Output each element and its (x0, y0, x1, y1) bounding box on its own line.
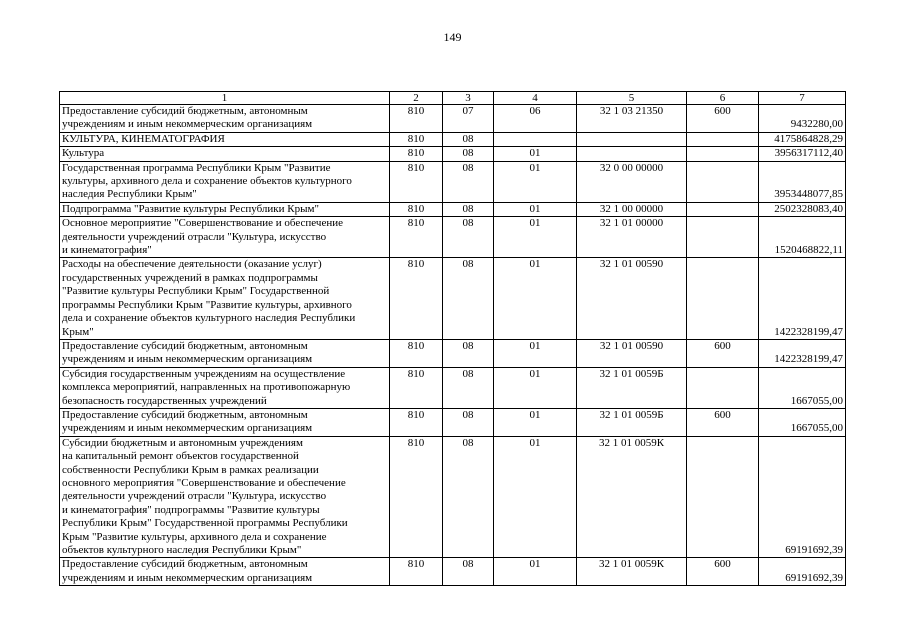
description-line: Расходы на обеспечение деятельности (оказание услуг) (62, 258, 322, 271)
table-row (60, 339, 846, 367)
description-line: культуры, архивного дела и сохранение объектов культурного (62, 175, 352, 188)
column-header-3: 3 (443, 92, 494, 105)
amount: 3953448077,85 (759, 161, 846, 202)
column-header-5: 5 (577, 92, 687, 105)
target-article-code: 32 1 03 21350 (577, 105, 687, 133)
table-row (60, 147, 846, 161)
subsection-code: 01 (494, 161, 577, 202)
table-row (60, 132, 846, 146)
section-code: 08 (443, 161, 494, 202)
description-line: учреждениям и иным некоммерческим организациям (62, 118, 313, 131)
subsection-code: 01 (494, 408, 577, 436)
column-header-7: 7 (759, 92, 846, 105)
subsection-code: 01 (494, 147, 577, 161)
section-code: 08 (443, 132, 494, 146)
row-description (60, 367, 390, 408)
description-line: комплекса мероприятий, направленных на противопожарную (62, 381, 351, 394)
ministry-code: 810 (390, 132, 443, 146)
ministry-code: 810 (390, 161, 443, 202)
subsection-code: 01 (494, 558, 577, 586)
amount: 2502328083,40 (759, 202, 846, 216)
target-article-code: 32 1 01 0059К (577, 436, 687, 558)
table-row (60, 436, 846, 558)
subsection-code: 01 (494, 217, 577, 258)
budget-table (59, 91, 846, 586)
description-line: Основное мероприятие "Совершенствование и обеспечение (62, 217, 343, 230)
row-description (60, 202, 390, 216)
row-description (60, 105, 390, 133)
expense-type-code (687, 161, 759, 202)
description-line: Субсидии бюджетным и автономным учреждениям (62, 436, 303, 449)
section-code: 08 (443, 367, 494, 408)
amount: 3956317112,40 (759, 147, 846, 161)
ministry-code: 810 (390, 147, 443, 161)
ministry-code: 810 (390, 258, 443, 339)
section-code: 07 (443, 105, 494, 133)
description-line: Культура (62, 147, 105, 160)
target-article-code (577, 132, 687, 146)
section-code: 08 (443, 408, 494, 436)
description-line: учреждениям и иным некоммерческим организациям (62, 422, 313, 435)
target-article-code: 32 1 01 00000 (577, 217, 687, 258)
description-line: программы Республики Крым "Развитие культуры, архивного (62, 298, 352, 311)
table-row (60, 105, 846, 133)
description-line: дела и сохранение объектов культурного наследия Республики (62, 312, 356, 325)
description-line: учреждениям и иным некоммерческим организациям (62, 353, 313, 366)
subsection-code: 01 (494, 258, 577, 339)
expense-type-code: 600 (687, 408, 759, 436)
subsection-code: 01 (494, 202, 577, 216)
description-line: деятельности учреждений отрасли "Культура, искусство (62, 490, 327, 503)
expense-type-code (687, 217, 759, 258)
description-line: Подпрограмма "Развитие культуры Республики Крым" (62, 202, 319, 215)
expense-type-code (687, 367, 759, 408)
description-line: Предоставление субсидий бюджетным, автономным (62, 558, 308, 571)
section-code: 08 (443, 217, 494, 258)
subsection-code: 01 (494, 436, 577, 558)
section-code: 08 (443, 258, 494, 339)
table-body (60, 92, 846, 586)
ministry-code: 810 (390, 408, 443, 436)
amount: 4175864828,29 (759, 132, 846, 146)
description-line: безопасность государственных учреждений (62, 394, 267, 407)
description-line: на капитальный ремонт объектов государственной (62, 450, 299, 463)
row-description (60, 147, 390, 161)
amount: 69191692,39 (759, 436, 846, 558)
table-header-row (60, 92, 846, 105)
amount: 1520468822,11 (759, 217, 846, 258)
ministry-code: 810 (390, 339, 443, 367)
target-article-code: 32 0 00 00000 (577, 161, 687, 202)
ministry-code: 810 (390, 202, 443, 216)
description-line: объектов культурного наследия Республики Крым" (62, 544, 302, 556)
expense-type-code (687, 436, 759, 558)
row-description (60, 339, 390, 367)
description-line: Предоставление субсидий бюджетным, автономным (62, 408, 308, 421)
description-line: государственных учреждений в рамках подпрограммы (62, 271, 318, 284)
target-article-code: 32 1 01 00590 (577, 339, 687, 367)
amount: 1422328199,47 (759, 258, 846, 339)
expense-type-code (687, 202, 759, 216)
ministry-code: 810 (390, 105, 443, 133)
description-line: и кинематография" (62, 244, 152, 257)
subsection-code: 01 (494, 339, 577, 367)
column-header-6: 6 (687, 92, 759, 105)
expense-type-code (687, 258, 759, 339)
amount: 1422328199,47 (759, 339, 846, 367)
subsection-code: 06 (494, 105, 577, 133)
expense-type-code: 600 (687, 558, 759, 586)
row-description (60, 436, 390, 558)
row-description (60, 161, 390, 202)
subsection-code: 01 (494, 367, 577, 408)
table-row (60, 367, 846, 408)
column-header-4: 4 (494, 92, 577, 105)
section-code: 08 (443, 202, 494, 216)
ministry-code: 810 (390, 436, 443, 558)
target-article-code: 32 1 01 0059Б (577, 367, 687, 408)
table-row (60, 258, 846, 339)
row-description (60, 132, 390, 146)
ministry-code: 810 (390, 367, 443, 408)
row-description (60, 217, 390, 258)
expense-type-code (687, 132, 759, 146)
amount: 1667055,00 (759, 367, 846, 408)
description-line: Республики Крым" Государственной программы Республики (62, 517, 348, 530)
table-row (60, 408, 846, 436)
table-row (60, 558, 846, 586)
column-header-2: 2 (390, 92, 443, 105)
section-code: 08 (443, 147, 494, 161)
description-line: КУЛЬТУРА, КИНЕМАТОГРАФИЯ (62, 132, 225, 145)
amount: 69191692,39 (759, 558, 846, 586)
column-header-1: 1 (60, 92, 390, 105)
row-description (60, 558, 390, 586)
description-line: "Развитие культуры Республики Крым" Государственной (62, 285, 330, 298)
description-line: учреждениям и иным некоммерческим организациям (62, 571, 313, 584)
expense-type-code: 600 (687, 339, 759, 367)
amount: 9432280,00 (759, 105, 846, 133)
table-row (60, 217, 846, 258)
ministry-code: 810 (390, 558, 443, 586)
description-line: наследия Республики Крым" (62, 188, 197, 201)
description-line: основного мероприятия "Совершенствование и обеспечение (62, 476, 346, 489)
expense-type-code: 600 (687, 105, 759, 133)
page-number: 149 (443, 30, 462, 44)
description-line: Государственная программа Республики Крым "Развитие (62, 161, 331, 174)
row-description (60, 258, 390, 339)
description-line: Предоставление субсидий бюджетным, автономным (62, 105, 308, 117)
section-code: 08 (443, 339, 494, 367)
table-row (60, 202, 846, 216)
description-line: Крым" (62, 325, 94, 338)
amount: 1667055,00 (759, 408, 846, 436)
target-article-code: 32 1 01 0059К (577, 558, 687, 586)
section-code: 08 (443, 436, 494, 558)
expense-type-code (687, 147, 759, 161)
description-line: и кинематография" подпрограммы "Развитие культуры (62, 503, 320, 516)
section-code: 08 (443, 558, 494, 586)
target-article-code: 32 1 00 00000 (577, 202, 687, 216)
description-line: Предоставление субсидий бюджетным, автономным (62, 339, 308, 352)
ministry-code: 810 (390, 217, 443, 258)
description-line: деятельности учреждений отрасли "Культура, искусство (62, 230, 327, 243)
target-article-code: 32 1 01 0059Б (577, 408, 687, 436)
description-line: Субсидия государственным учреждениям на осуществление (62, 367, 346, 380)
table-row (60, 161, 846, 202)
subsection-code (494, 132, 577, 146)
row-description (60, 408, 390, 436)
target-article-code: 32 1 01 00590 (577, 258, 687, 339)
target-article-code (577, 147, 687, 161)
description-line: Крым "Развитие культуры, архивного дела и сохранение (62, 530, 327, 543)
description-line: собственности Республики Крым в рамках реализации (62, 463, 319, 476)
